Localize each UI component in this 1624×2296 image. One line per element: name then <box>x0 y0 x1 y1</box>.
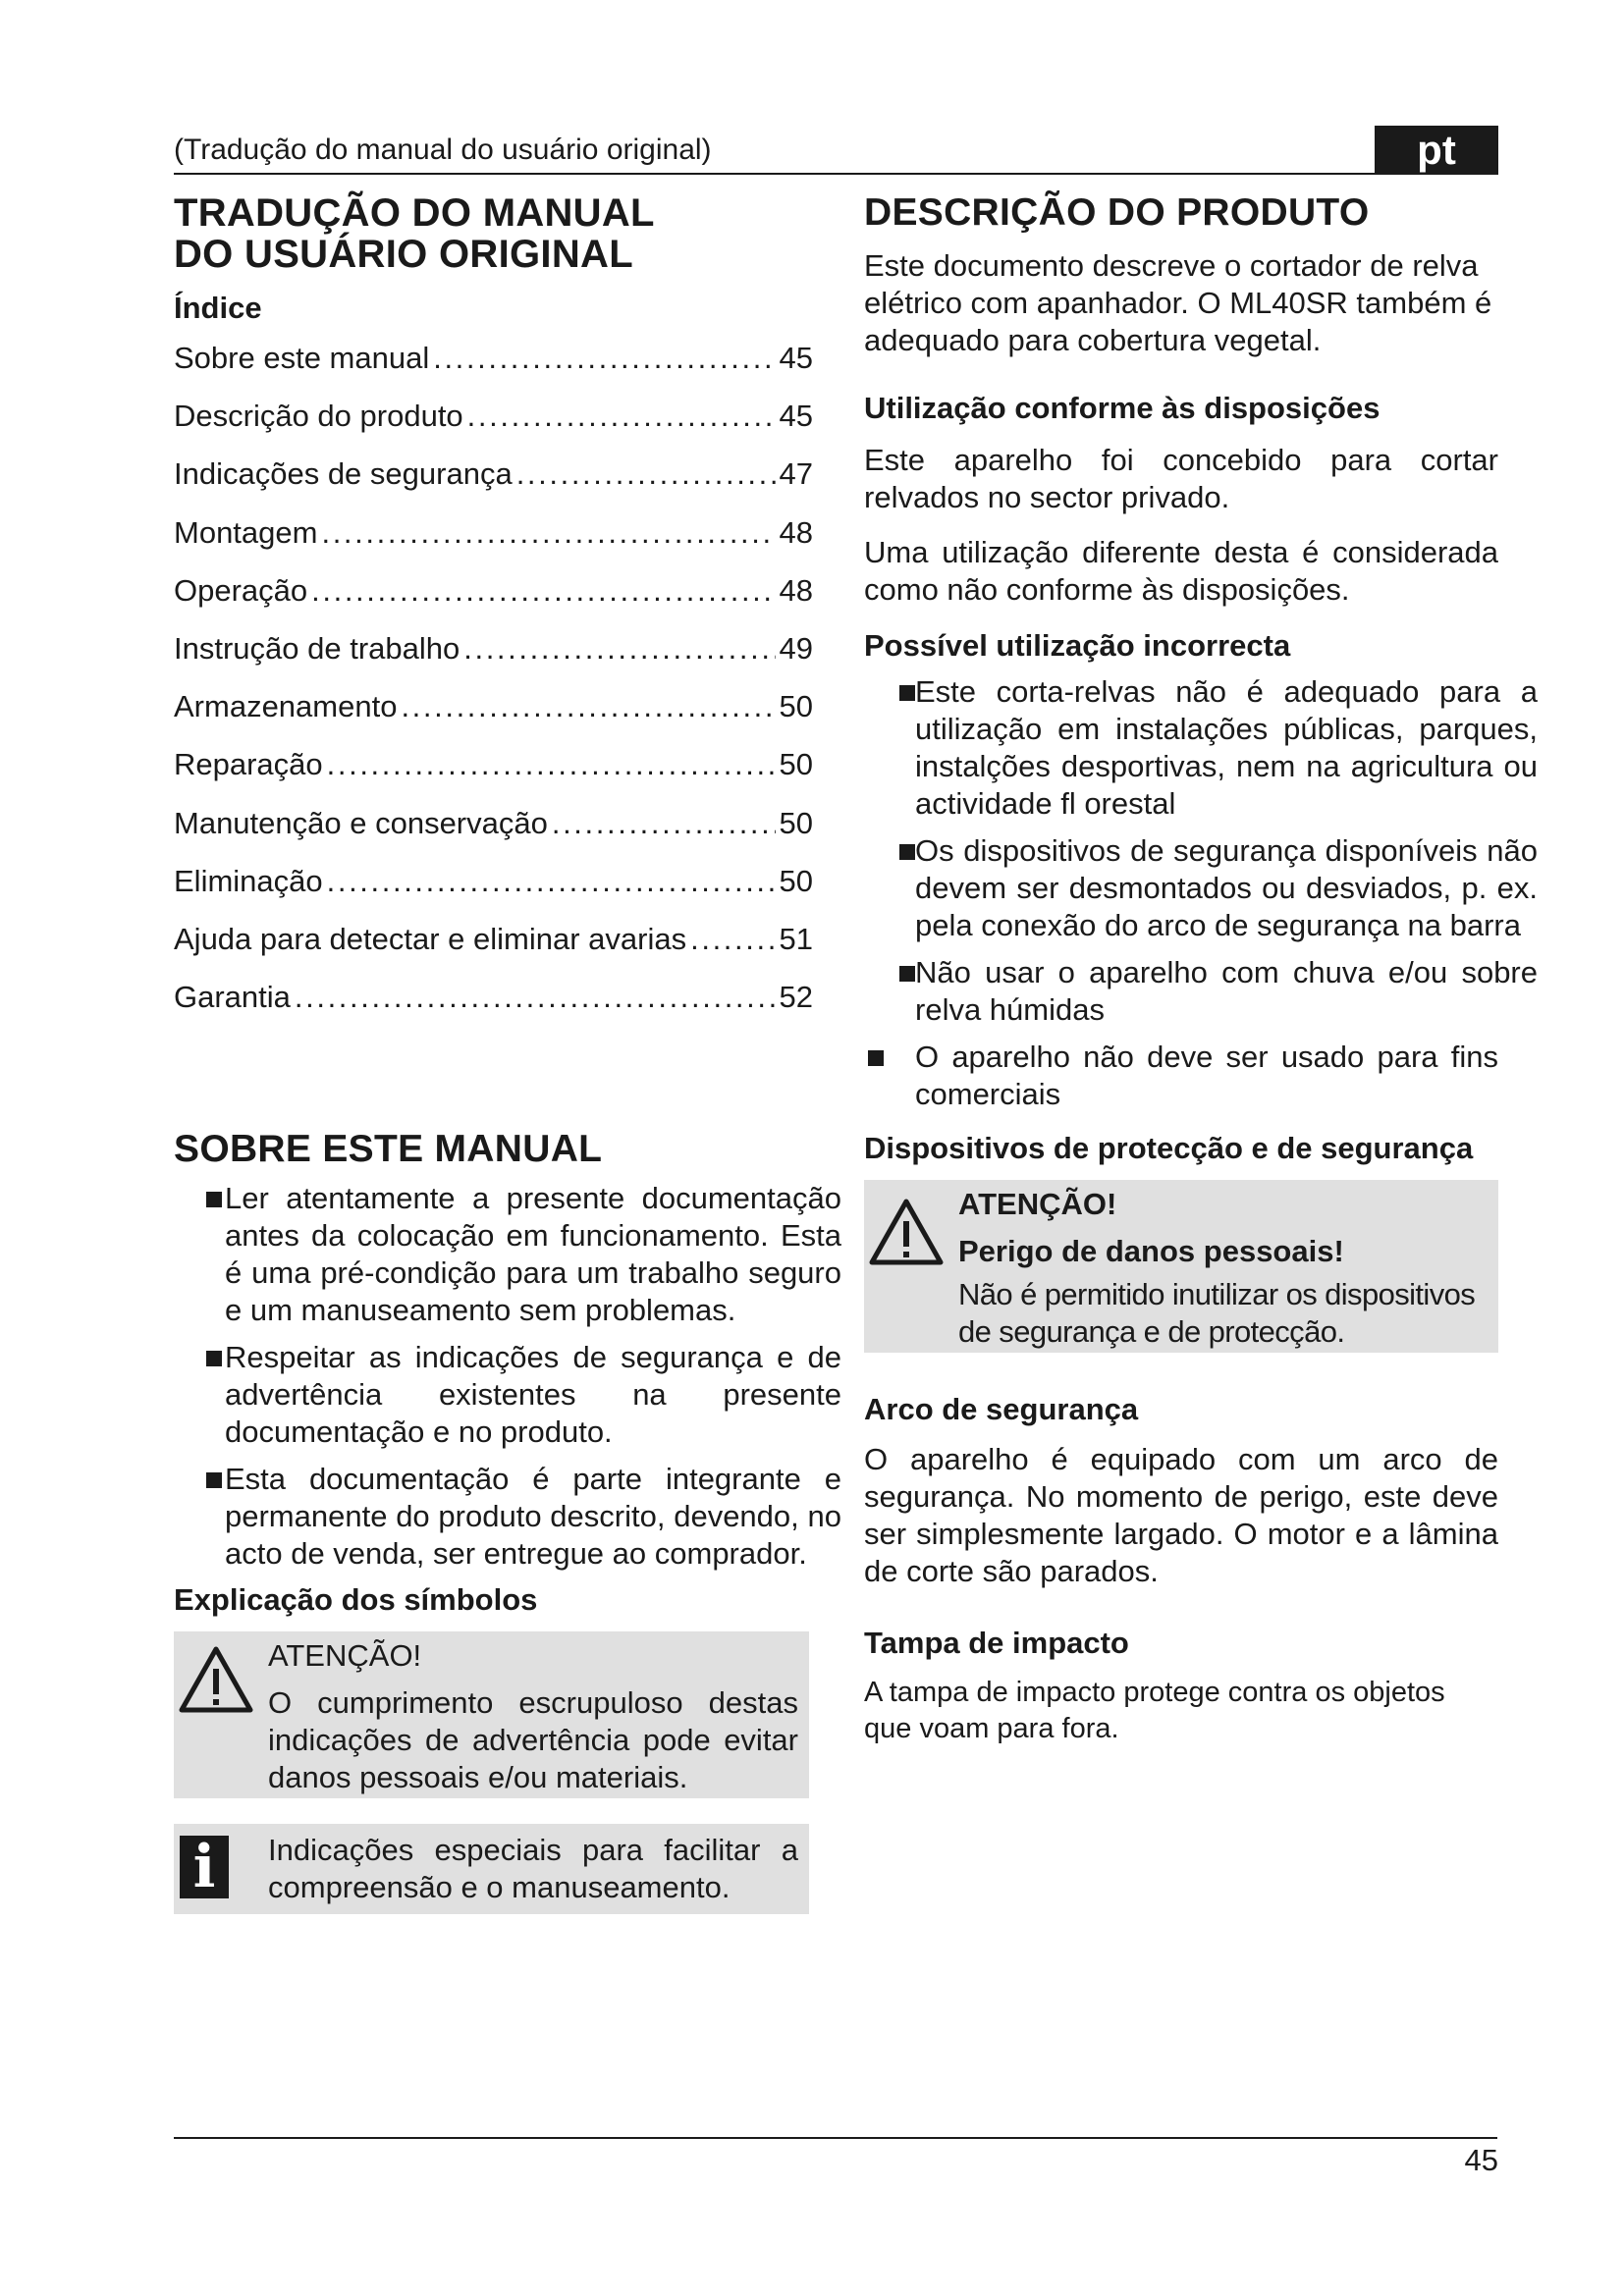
bullet-square-icon <box>206 1351 222 1366</box>
toc-row <box>174 630 813 688</box>
misuse-bullet-list <box>864 673 1538 1029</box>
toc-entry-title: Manutenção e conservação <box>174 805 548 840</box>
toc-row <box>174 455 813 513</box>
list-item: Ler atentamente a presente documentação antes da colocação em funcionamento. Esta é uma pré-condição para um trabalho seguro e um manuseamento sem problemas. <box>174 1180 841 1329</box>
toc-entry-page: 45 <box>779 399 813 434</box>
toc-row <box>174 572 813 630</box>
toc-entry-page: 51 <box>779 921 813 956</box>
toc-entry-title: Descrição do produto <box>174 399 463 434</box>
danger-box-title: ATENÇÃO! <box>958 1187 1117 1221</box>
toc-leader-dots <box>467 398 776 435</box>
toc-row <box>174 921 813 979</box>
intended-use-text-2: Uma utilização diferente desta é considerada como não conforme às disposições. <box>864 535 1498 607</box>
toc-entry-title: Montagem <box>174 514 318 550</box>
bullet-square-icon <box>206 1192 222 1207</box>
intended-use-heading: Utilização conforme às disposições <box>864 391 1380 425</box>
toc-row <box>174 979 813 1037</box>
toc-leader-dots <box>295 979 776 1016</box>
misuse-last-item: O aparelho não deve ser usado para fins comerciais <box>864 1039 1498 1113</box>
danger-box-text: Não é permitido inutilizar os dispositivos de segurança e de protecção. <box>958 1277 1476 1349</box>
warning-triangle-icon <box>868 1198 945 1266</box>
main-title: TRADUÇÃO DO MANUAL DO USUÁRIO ORIGINAL <box>174 191 655 276</box>
language-badge: pt <box>1375 126 1498 175</box>
toc-leader-dots <box>516 455 776 493</box>
page-number: 45 <box>1464 2143 1498 2177</box>
info-box-text: Indicações especiais para facilitar a compreensão e o manuseamento. <box>268 1833 798 1905</box>
product-text: Este documento descreve o cortador de relva elétrico com apanhador. O ML40SR também é adequado para cobertura vegetal. <box>864 248 1492 357</box>
misuse-heading: Possível utilização incorrecta <box>864 628 1291 663</box>
toc-entry-title: Reparação <box>174 747 323 782</box>
warning-box <box>174 1631 809 1798</box>
list-item: Os dispositivos de segurança disponíveis não devem ser desmontados ou desviados, p. ex. pela conexão do arco de segurança na barra <box>864 832 1538 944</box>
toc-entry-title: Armazenamento <box>174 689 398 724</box>
right-column <box>864 191 1538 1747</box>
toc-heading: Índice <box>174 291 262 325</box>
toc-entry-title: Operação <box>174 572 308 608</box>
safety-bar-text: O aparelho é equipado com um arco de segurança. No momento de perigo, este deve ser simplesmente largado. O motor e a lâmina de corte são parados. <box>864 1442 1498 1588</box>
toc-leader-dots <box>690 921 775 958</box>
toc-leader-dots <box>401 688 775 725</box>
toc-entry-title: Ajuda para detectar e eliminar avarias <box>174 921 687 956</box>
toc-entry-title: Eliminação <box>174 863 323 898</box>
safety-bar-heading: Arco de segurança <box>864 1392 1139 1426</box>
header-rule <box>174 173 1497 175</box>
toc-entry-page: 45 <box>779 341 813 375</box>
impact-flap-heading: Tampa de impacto <box>864 1626 1129 1660</box>
danger-warning-box <box>864 1180 1498 1353</box>
footer-rule <box>174 2137 1497 2139</box>
toc-leader-dots <box>327 746 776 783</box>
danger-box-subtitle: Perigo de danos pessoais! <box>958 1234 1344 1268</box>
toc-row <box>174 863 813 921</box>
toc-entry-page: 47 <box>779 456 813 492</box>
warning-box-title: ATENÇÃO! <box>268 1638 422 1674</box>
toc-leader-dots <box>433 340 775 377</box>
toc-entry-page: 50 <box>779 689 813 724</box>
list-item: Respeitar as indicações de segurança e de advertência existentes na presente documentação e no produto. <box>174 1339 841 1451</box>
toc-entry-title: Sobre este manual <box>174 341 430 375</box>
toc-entry-page: 48 <box>779 572 813 608</box>
intended-use-text-1: Este aparelho foi concebido para cortar relvados no sector privado. <box>864 443 1498 514</box>
list-item: Não usar o aparelho com chuva e/ou sobre relva húmidas <box>864 954 1538 1029</box>
toc-entry-page: 52 <box>779 980 813 1015</box>
protection-heading: Dispositivos de protecção e de segurança <box>864 1131 1474 1165</box>
impact-flap-text: A tampa de impacto protege contra os objetos que voam para fora. <box>864 1677 1445 1744</box>
toc-row <box>174 688 813 746</box>
header-subtitle: (Tradução do manual do usuário original) <box>174 133 712 166</box>
toc-entry-page: 50 <box>779 805 813 840</box>
warning-triangle-icon <box>178 1645 254 1714</box>
toc-entry-page: 50 <box>779 747 813 782</box>
toc-leader-dots <box>311 572 775 610</box>
toc-entry-page: 48 <box>779 514 813 550</box>
bullet-square-icon <box>899 685 915 701</box>
bullet-square-icon <box>206 1472 222 1488</box>
toc-leader-dots <box>552 805 776 842</box>
table-of-contents <box>174 340 813 1037</box>
left-column <box>174 192 841 1914</box>
toc-leader-dots <box>327 863 776 900</box>
bullet-square-icon <box>868 1050 884 1066</box>
about-bullet-list <box>174 1180 841 1573</box>
toc-row <box>174 746 813 804</box>
toc-leader-dots <box>463 630 775 667</box>
list-item: Este corta-relvas não é adequado para a utilização em instalações públicas, parques, instalções desportivas, nem na agricultura ou actividade fl orestal <box>864 673 1538 823</box>
toc-row <box>174 340 813 398</box>
info-icon: i <box>180 1836 229 1898</box>
toc-row <box>174 805 813 863</box>
toc-entry-page: 49 <box>779 630 813 666</box>
about-heading: SOBRE ESTE MANUAL <box>174 1128 603 1171</box>
bullet-square-icon <box>899 966 915 982</box>
bullet-square-icon <box>899 844 915 860</box>
list-item: Esta documentação é parte integrante e permanente do produto descrito, devendo, no acto de venda, ser entregue ao comprador. <box>174 1461 841 1573</box>
product-heading: DESCRIÇÃO DO PRODUTO <box>864 191 1370 234</box>
info-box <box>174 1824 809 1914</box>
warning-box-text: O cumprimento escrupuloso destas indicações de advertência pode evitar danos pessoais e/ou materiais. <box>268 1685 798 1795</box>
toc-leader-dots <box>321 514 775 552</box>
toc-entry-page: 50 <box>779 863 813 898</box>
toc-row <box>174 398 813 455</box>
toc-entry-title: Instrução de trabalho <box>174 630 460 666</box>
symbols-heading: Explicação dos símbolos <box>174 1582 538 1618</box>
toc-entry-title: Garantia <box>174 980 291 1015</box>
toc-entry-title: Indicações de segurança <box>174 456 513 492</box>
toc-row <box>174 514 813 572</box>
